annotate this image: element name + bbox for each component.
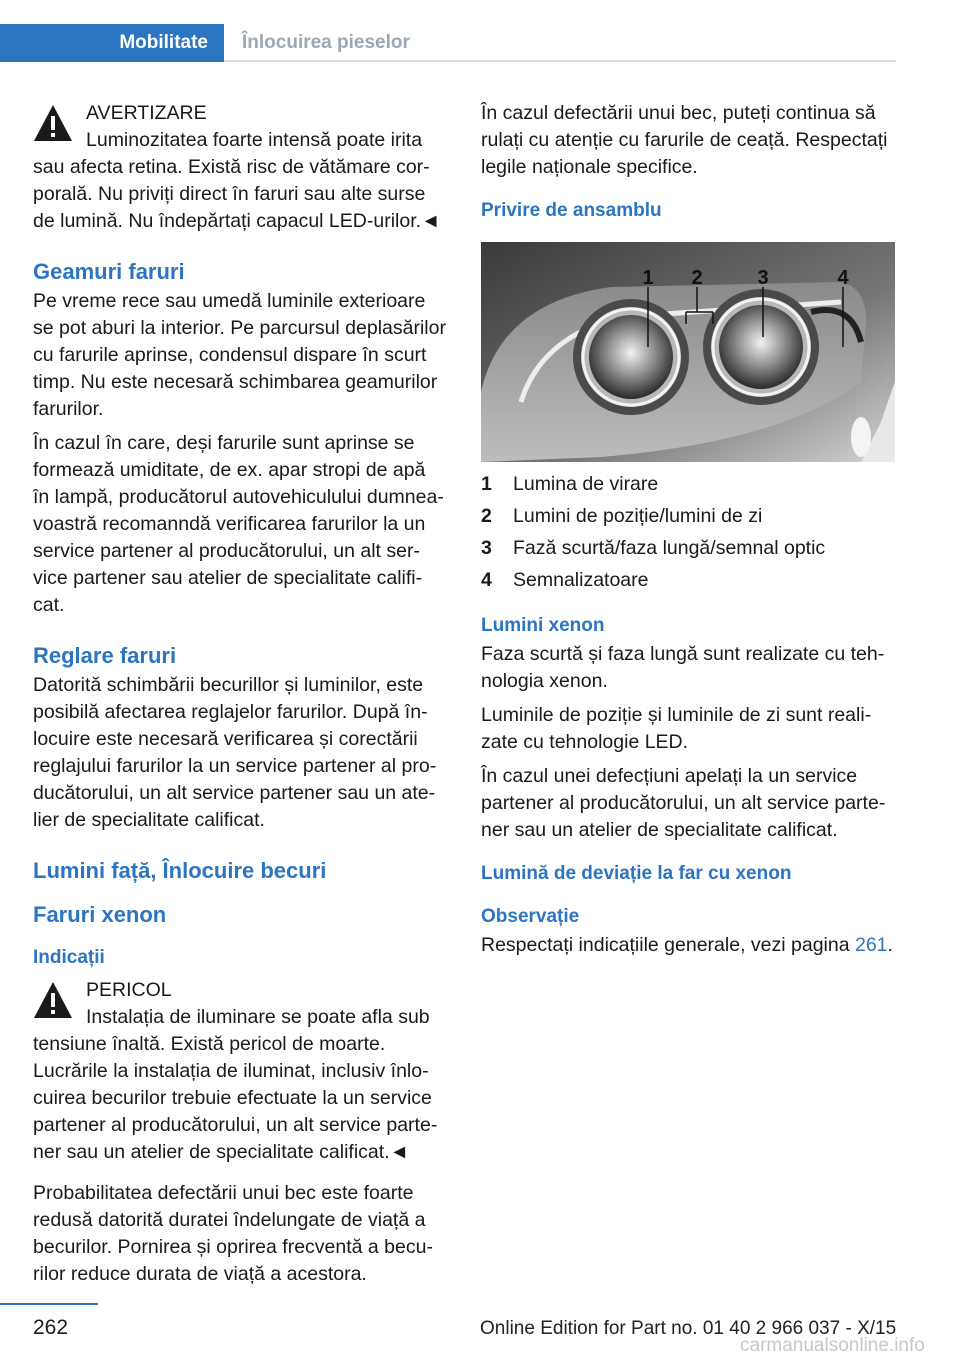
paragraph: Pe vreme rece sau umedă luminile exterioare se pot aburi la interior. Pe parcursul deplasărilor cu farurile aprinse, condensul dispare în scurt timp. Nu este necesară schimbarea geamurilor farurilor. xyxy=(33,290,446,420)
legend-item: 2 Lumini de poziție/lumini de zi xyxy=(481,505,763,527)
section-tab: Mobilitate xyxy=(0,24,224,62)
paragraph: În cazul unei defecțiuni apelați la un service partener al producătorului, un alt service partener sau un atelier de specialitate calificat. xyxy=(481,765,886,841)
left-column xyxy=(33,100,447,1295)
page-link-261[interactable]: 261 xyxy=(854,934,888,956)
paragraph: Probabilitatea defectării unui bec este foarte redusă datorită duratei îndelungate de viață a becurilor. Pornirea și oprirea frecventă a becurilor reduce durata de viață a acestora. xyxy=(33,1182,433,1285)
warning-block-pericol xyxy=(33,977,447,1166)
right-column xyxy=(481,100,895,966)
paragraph: Datorită schimbării becurillor și luminilor, este posibilă afectarea reglajelor farurilor. După înlocuire este necesară verificarea și corectării reglajului farurilor la un service partener al producătorului, un alt service partener sau un atelier de specialitate calificat. xyxy=(33,674,437,831)
warning-block-avertizare xyxy=(33,100,447,235)
figure-label-1: 1 xyxy=(642,267,654,289)
page-number: 262 xyxy=(33,1316,69,1339)
watermark-text: carmanualsonline.info xyxy=(740,1335,925,1356)
paragraph: Luminile de poziție și luminile de zi sunt realizate cu tehnologie LED. xyxy=(481,704,872,753)
paragraph: În cazul în care, deși farurile sunt aprinse se formează umiditate, de ex. apar stropi de apă în lampă, producătorul autovehiculului dumneavoastră recomanndă verificarea farurilor la un service partener al producătorului, un alt service partener sau atelier de specialitate calificat. xyxy=(33,432,444,616)
warning-icon xyxy=(33,104,73,142)
heading-privire-de-ansamblu: Privire de ansamblu xyxy=(481,200,662,221)
warning-title: PERICOL xyxy=(86,979,172,1001)
figure-label-2: 2 xyxy=(691,267,703,289)
paragraph: Faza scurtă și faza lungă sunt realizate cu tehnologia xenon. xyxy=(481,643,885,692)
heading-geamuri-faruri: Geamuri faruri xyxy=(33,259,185,284)
heading-lumini-fata: Lumini față, Înlocuire becuri xyxy=(33,858,327,883)
paragraph-observatie: Respectați indicațiile generale, vezi pagina 261. xyxy=(481,934,893,956)
figure-label-4: 4 xyxy=(837,267,849,289)
warning-text-first: Luminozitatea foarte intensă poate irita xyxy=(86,129,423,151)
warning-title: AVERTIZARE xyxy=(86,102,207,124)
headlight-photo xyxy=(481,242,895,462)
heading-faruri-xenon: Faruri xenon xyxy=(33,902,167,927)
warning-text-first: Instalația de iluminare se poate afla sub xyxy=(86,1006,430,1028)
legend-item: 3 Fază scurtă/faza lungă/semnal optic xyxy=(481,537,826,559)
heading-indicatii: Indicații xyxy=(33,947,105,968)
page-header xyxy=(0,0,960,64)
legend-item: 1 Lumina de virare xyxy=(481,473,659,495)
legend-item: 4 Semnalizatoare xyxy=(481,569,649,591)
heading-observatie: Observație xyxy=(481,906,580,927)
warning-icon xyxy=(33,981,73,1019)
warning-text: sau afecta retina. Există risc de vătămare corporală. Nu priviți direct în faruri sau alte surse de lumină. Nu îndepărtați capacul LED-urilor.◄ xyxy=(33,156,441,232)
figure-label-3: 3 xyxy=(757,267,769,289)
heading-lumini-xenon: Lumini xenon xyxy=(481,615,605,636)
heading-reglare-faruri: Reglare faruri xyxy=(33,643,177,668)
heading-lumina-deviatie: Lumină de deviație la far cu xenon xyxy=(481,863,792,884)
warning-text: tensiune înaltă. Există pericol de moarte. Lucrările la instalația de iluminat, inclusiv înlocuirea becurilor trebuie efectuate la un service partener al producătorului, un alt service partener sau un atelier de specialitate calificat.◄ xyxy=(33,1033,438,1163)
figure-legend xyxy=(481,468,895,596)
header-divider xyxy=(224,60,896,62)
footer-accent-line xyxy=(0,1303,98,1305)
edition-text: Online Edition for Part no. 01 40 2 966 037 - X/15 xyxy=(480,1318,897,1339)
chapter-tab: Înlocuirea pieselor xyxy=(224,24,896,62)
headlight-illustration xyxy=(481,242,895,462)
paragraph: În cazul defectării unui bec, puteți continua să rulați cu atenție cu farurile de ceață. Respectați legile naționale specifice. xyxy=(481,102,888,178)
